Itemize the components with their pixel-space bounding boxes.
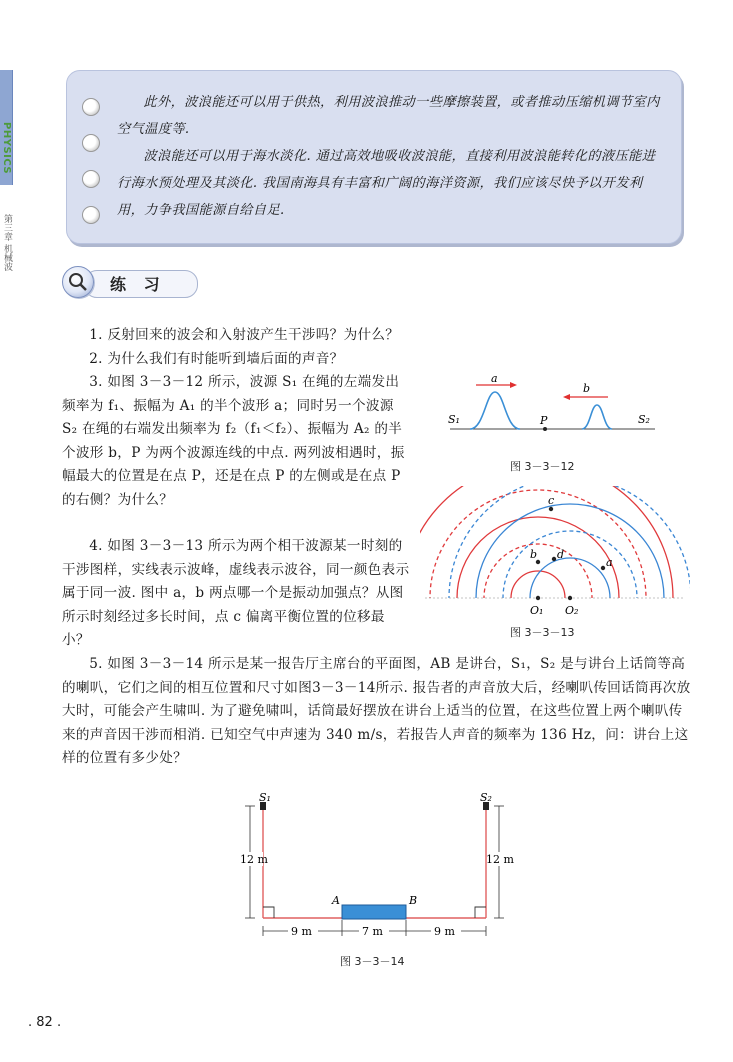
label-b: b: [530, 548, 538, 561]
label-s1: S₁: [259, 791, 271, 804]
wave-a: [470, 392, 520, 429]
wave-blue-crest: [476, 504, 664, 620]
page-number: . 82 .: [28, 1015, 62, 1030]
label-s2: S₂: [480, 791, 492, 804]
label-a: a: [491, 372, 498, 385]
label-s1: S₁: [448, 413, 460, 426]
questions-1-2: [62, 324, 682, 371]
label-d: d: [557, 548, 565, 561]
question-1: 1. 反射回来的波会和入射波产生干涉吗？为什么？: [89, 327, 400, 343]
label-a: a: [606, 556, 613, 569]
arrow-b-head-icon: [563, 394, 570, 400]
label-height-left: 12 m: [240, 853, 268, 866]
binder-ring-icon: [82, 170, 100, 188]
binder-ring-icon: [82, 134, 100, 152]
source-o1: [536, 596, 540, 600]
magnifier-icon: [62, 266, 94, 298]
note-paragraph-1: 此外，波浪能还可以用于供热，利用波浪推动一些摩擦装置，或者推动压缩机调节室内空气温度等.: [117, 95, 660, 137]
caption-3-3-12: 图 3－3－12: [510, 460, 575, 473]
note-text: [117, 89, 667, 224]
label-height-right: 12 m: [486, 853, 514, 866]
binder-ring-icon: [82, 206, 100, 224]
label-o1: O₁: [530, 604, 544, 617]
source-o2: [568, 596, 572, 600]
right-angle-right: [475, 907, 486, 918]
label-dist-3: 9 m: [434, 925, 455, 938]
point-a: [601, 566, 605, 570]
label-o2: O₂: [565, 604, 579, 617]
figure-3-3-13: [420, 486, 690, 620]
point-c: [549, 507, 553, 511]
label-b: B: [409, 894, 418, 907]
question-4-block: [62, 535, 412, 653]
caption-3-3-13: 图 3－3－13: [510, 626, 575, 639]
lectern-stage: [342, 905, 406, 919]
label-a: A: [332, 894, 340, 907]
label-dist-1: 9 m: [291, 925, 312, 938]
physics-label: PHYSICS: [1, 122, 12, 175]
chapter-label: 第三章 机械波: [2, 214, 12, 271]
arrow-a-head-icon: [510, 382, 517, 388]
label-dist-2: 7 m: [362, 925, 383, 938]
caption-3-3-14: 图 3－3－14: [340, 955, 405, 968]
figure-3-3-14: [228, 790, 518, 945]
point-p: [543, 427, 547, 431]
binder-ring-icon: [82, 98, 100, 116]
note-paragraph-2: 波浪能还可以用于海水淡化. 通过高效地吸收波浪能，直接利用波浪能转化的液压能进行海水预处理及其淡化. 我国南海具有丰富和广阔的海洋资源，我们应该尽快予以开发利用，力争我国能源自给自足.: [117, 149, 656, 218]
figure-3-3-12: [440, 372, 665, 442]
question-3: 3. 如图 3－3－12 所示，波源 S₁ 在绳的左端发出频率为 f₁、振幅为 A₁ 的半个波形 a；同时另一个波源 S₂ 在绳的右端发出频率为 f₂（f₁＜f₂）、振幅为 A₂ 的半个波形 b，P 为两个波源连线的中点. 两列波相遇时，振幅最大的位置是在点 P，还是在点 P 的左侧或是在点 P 的右侧？为什么？: [62, 374, 405, 508]
question-5-block: [62, 653, 692, 771]
question-4: 4. 如图 3－3－13 所示为两个相干波源某一时刻的干涉图样，实线表示波峰，虚线表示波谷，同一颜色表示属于同一波. 图中 a，b 两点哪一个是振动加强点？从图所示时刻经过多长时间，点 c 偏离平衡位置的位移最小？: [62, 538, 410, 648]
note-box: [66, 70, 682, 244]
point-d: [552, 557, 556, 561]
label-c: c: [548, 494, 555, 507]
right-angle-left: [263, 907, 274, 918]
exercise-title: 练 习: [110, 275, 166, 294]
wave-red-crest: [420, 486, 673, 620]
question-2: 2. 为什么我们有时能听到墙后面的声音？: [89, 350, 344, 367]
label-p: P: [540, 414, 548, 427]
question-3-block: [62, 371, 412, 512]
wave-b: [582, 405, 612, 429]
question-5: 5. 如图 3－3－14 所示是某一报告厅主席台的平面图，AB 是讲台，S₁，S₂ 是与讲台上话筒等高的喇叭，它们之间的相互位置和尺寸如图3－3－14所示. 报告者的声音放大后，经喇叭传回话筒再次放大时，可能会产生啸叫. 为了避免啸叫，话筒最好摆放在讲台上适当的位置，在这些位置上两个喇叭传来的声音因干涉而相消. 已知空气中声速为 340 m/s，若报告人声音的频率为 136 Hz，问：讲台上这样的位置有多少处？: [62, 656, 691, 766]
label-s2: S₂: [638, 413, 650, 426]
label-b: b: [583, 382, 591, 395]
